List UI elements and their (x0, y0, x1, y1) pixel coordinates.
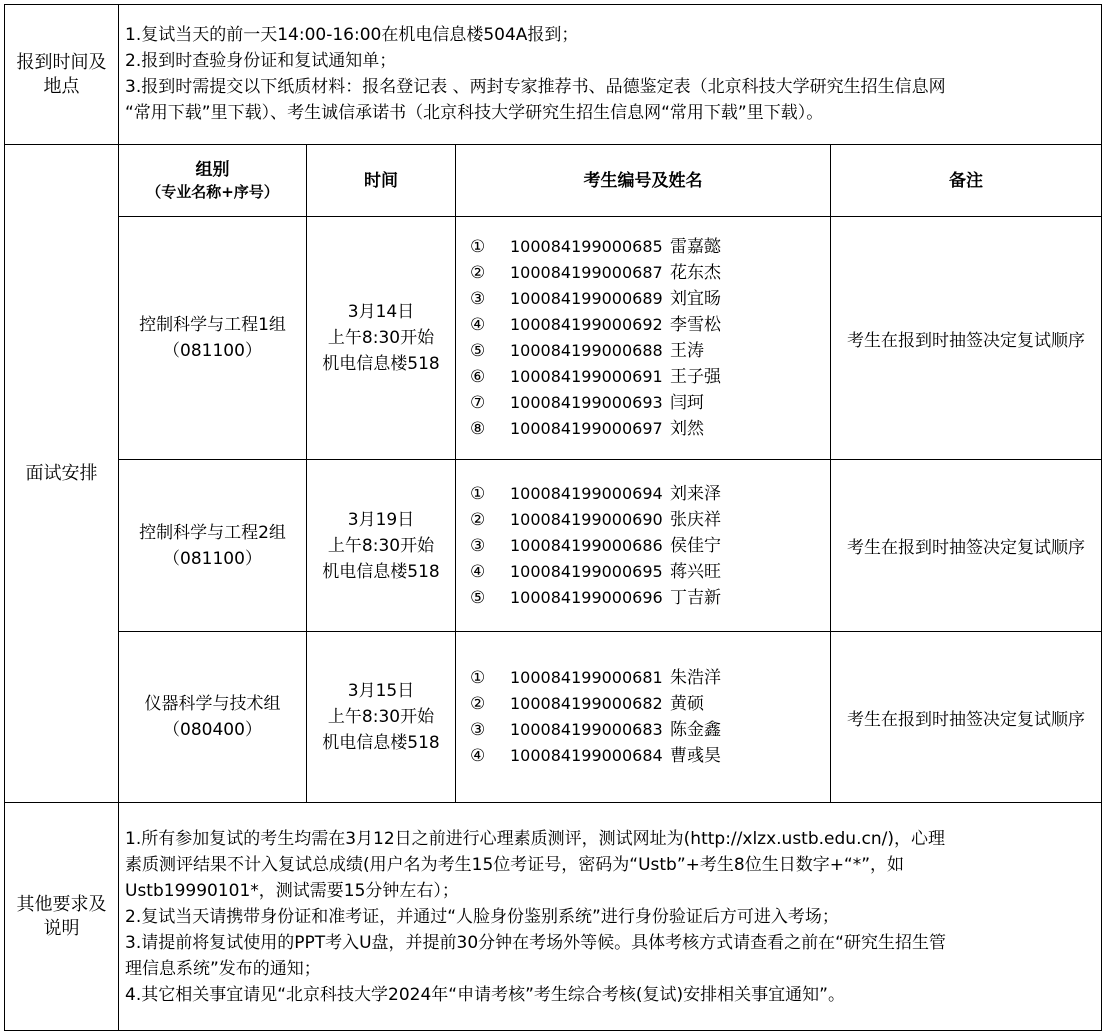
candidate-row (470, 691, 830, 717)
candidate-row (470, 234, 830, 260)
candidate-id: 100084199000694 (510, 483, 663, 503)
candidate-id: 100084199000688 (510, 341, 663, 360)
candidate-id: 100084199000686 (510, 535, 663, 555)
candidate-row (470, 260, 830, 286)
registration-label (5, 5, 118, 144)
candidate-id: 100084199000693 (510, 393, 663, 412)
candidate-name: 蒋兴旺 (670, 561, 721, 582)
group-code: （081100） (163, 548, 262, 569)
group-place: 机电信息楼518 (322, 354, 440, 374)
other-line: Ustb19990101*，测试需要15分钟左右）； (125, 881, 459, 901)
group-time-cell (307, 460, 455, 631)
group-remark-cell (831, 217, 1101, 459)
candidate-id: 100084199000684 (510, 746, 663, 765)
border-bottom (4, 1030, 1102, 1031)
candidate-row (470, 338, 830, 364)
candidate-number: ⑥ (470, 367, 486, 387)
candidate-row (470, 559, 830, 585)
candidate-row (470, 665, 830, 691)
group-name-cell (119, 217, 306, 459)
group-date: 3月19日 (347, 509, 415, 530)
candidate-id: 100084199000687 (510, 263, 663, 282)
candidate-row (470, 533, 830, 559)
candidate-number: ⑤ (470, 587, 486, 608)
candidate-number: ③ (470, 720, 486, 740)
other-label-line2: 说明 (43, 917, 80, 939)
registration-line: “常用下载”里下载）、考生诚信承诺书（北京科技大学研究生招生信息网“常用下载”里下载）。 (125, 103, 824, 123)
candidate-row (470, 416, 830, 442)
candidate-number: ⑤ (470, 341, 486, 361)
other-content (119, 826, 1101, 1016)
candidate-number: ⑧ (470, 419, 486, 439)
header-time (307, 145, 455, 216)
candidate-number: ④ (470, 746, 486, 766)
group-name-cell (119, 632, 306, 802)
candidate-id: 100084199000683 (510, 720, 663, 739)
group-name: 控制科学与工程1组 (139, 315, 286, 335)
group-remark: 考生在报到时抽签决定复试顺序 (847, 330, 1085, 351)
candidate-id: 100084199000685 (510, 237, 663, 256)
header-time-text: 时间 (364, 170, 398, 191)
candidate-id: 100084199000690 (510, 509, 663, 529)
candidate-number: ① (470, 483, 486, 504)
candidate-number: ⑦ (470, 393, 486, 413)
candidate-name: 刘宜旸 (670, 289, 721, 309)
registration-line: 2.报到时查验身份证和复试通知单； (125, 51, 397, 71)
candidate-row (470, 312, 830, 338)
candidate-name: 曹彧昊 (670, 746, 721, 766)
header-remarks-text: 备注 (949, 170, 983, 191)
candidate-name: 刘然 (670, 419, 704, 439)
group-start: 上午8:30开始 (327, 535, 435, 556)
candidate-name: 丁吉新 (670, 587, 721, 608)
group-date: 3月15日 (347, 681, 415, 701)
header-group-subtitle: （专业名称+序号） (146, 182, 279, 201)
candidate-name: 王涛 (670, 341, 704, 361)
candidate-row (470, 743, 830, 769)
candidate-name: 雷嘉懿 (670, 237, 721, 257)
group-code: （080400） (163, 720, 262, 740)
candidate-row (470, 717, 830, 743)
group-remark: 考生在报到时抽签决定复试顺序 (847, 538, 1085, 558)
candidate-number: ④ (470, 315, 486, 335)
candidate-number: ② (470, 263, 486, 283)
candidate-id: 100084199000689 (510, 289, 663, 308)
other-line: 理信息系统”发布的通知； (125, 959, 321, 979)
border-top (4, 4, 1102, 5)
candidate-number: ② (470, 509, 486, 530)
candidate-row (470, 390, 830, 416)
candidate-number: ③ (470, 535, 486, 556)
candidate-row (470, 364, 830, 390)
group-name: 控制科学与工程2组 (139, 522, 286, 543)
candidate-id: 100084199000681 (510, 668, 663, 687)
header-candidates (456, 145, 830, 216)
candidate-id: 100084199000682 (510, 694, 663, 713)
group-place: 机电信息楼518 (322, 561, 440, 582)
group-start: 上午8:30开始 (327, 328, 435, 348)
candidate-id: 100084199000692 (510, 315, 663, 334)
other-label (5, 803, 118, 1030)
candidate-number: ④ (470, 561, 486, 582)
divider-interview (4, 802, 1102, 803)
candidate-list (456, 217, 830, 459)
candidate-number: ① (470, 237, 486, 257)
group-place: 机电信息楼518 (322, 733, 440, 753)
group-name-cell (119, 460, 306, 631)
header-candidates-text: 考生编号及姓名 (583, 170, 703, 191)
header-group-title: 组别 (195, 159, 230, 180)
group-time-cell (307, 217, 455, 459)
group-name: 仪器科学与技术组 (144, 694, 281, 714)
other-label-line1: 其他要求及 (16, 893, 107, 915)
group-remark-cell (831, 632, 1101, 802)
group-start: 上午8:30开始 (327, 707, 435, 727)
candidate-id: 100084199000697 (510, 419, 663, 438)
candidate-id: 100084199000695 (510, 561, 663, 581)
registration-line: 1.复试当天的前一天14:00-16:00在机电信息楼504A报到； (125, 25, 579, 45)
candidate-number: ② (470, 694, 486, 714)
candidate-name: 闫珂 (670, 393, 704, 413)
candidate-name: 李雪松 (670, 315, 721, 335)
interview-label (5, 145, 118, 802)
header-group (119, 145, 306, 216)
candidate-row (470, 507, 830, 533)
registration-label-line1: 报到时间及 (16, 51, 107, 73)
candidate-id: 100084199000691 (510, 367, 663, 386)
group-remark-cell (831, 460, 1101, 631)
registration-line: 3.报到时需提交以下纸质材料：报名登记表 、两封专家推荐书、品德鉴定表（北京科技大学研究生招生信息网 (125, 77, 946, 97)
candidate-name: 朱浩洋 (670, 668, 721, 688)
other-line: 3.请提前将复试使用的PPT考入U盘，并提前30分钟在考场外等候。具体考核方式请查看之前在“研究生招生管 (125, 933, 946, 953)
candidate-name: 侯佳宁 (670, 535, 721, 556)
group-time-cell (307, 632, 455, 802)
candidate-number: ③ (470, 289, 486, 309)
other-line: 4.其它相关事宜请见“北京科技大学2024年“申请考核”考生综合考核(复试)安排相关事宜通知”。 (125, 985, 845, 1005)
candidate-name: 王子强 (670, 367, 721, 387)
registration-label-line2: 地点 (43, 75, 80, 97)
candidate-id: 100084199000696 (510, 587, 663, 607)
candidate-list (456, 460, 830, 631)
candidate-row (470, 286, 830, 312)
candidate-name: 张庆祥 (670, 509, 721, 530)
interview-label-text: 面试安排 (25, 462, 98, 484)
candidate-name: 刘来泽 (670, 483, 721, 504)
registration-content (119, 22, 1101, 132)
header-remarks (831, 145, 1101, 216)
other-line: 素质测评结果不计入复试总成绩(用户名为考生15位考证号，密码为“Ustb”+考生8位生日数字+“*”，如 (125, 855, 905, 875)
candidate-row (470, 481, 830, 507)
other-line: 2.复试当天请携带身份证和准考证，并通过“人脸身份鉴别系统”进行身份验证后方可进入考场； (125, 907, 839, 927)
group-remark: 考生在报到时抽签决定复试顺序 (847, 709, 1085, 730)
candidate-name: 陈金鑫 (670, 720, 721, 740)
candidate-list (456, 632, 830, 802)
candidate-row (470, 585, 830, 611)
candidate-name: 黄硕 (670, 694, 704, 714)
border-right (1101, 4, 1102, 1031)
other-line: 1.所有参加复试的考生均需在3月12日之前进行心理素质测评，测试网址为(http://xlzx.ustb.edu.cn/)，心理 (125, 829, 945, 849)
group-code: （081100） (163, 341, 262, 361)
candidate-number: ① (470, 668, 486, 688)
group-date: 3月14日 (347, 302, 415, 322)
candidate-name: 花东杰 (670, 263, 721, 283)
